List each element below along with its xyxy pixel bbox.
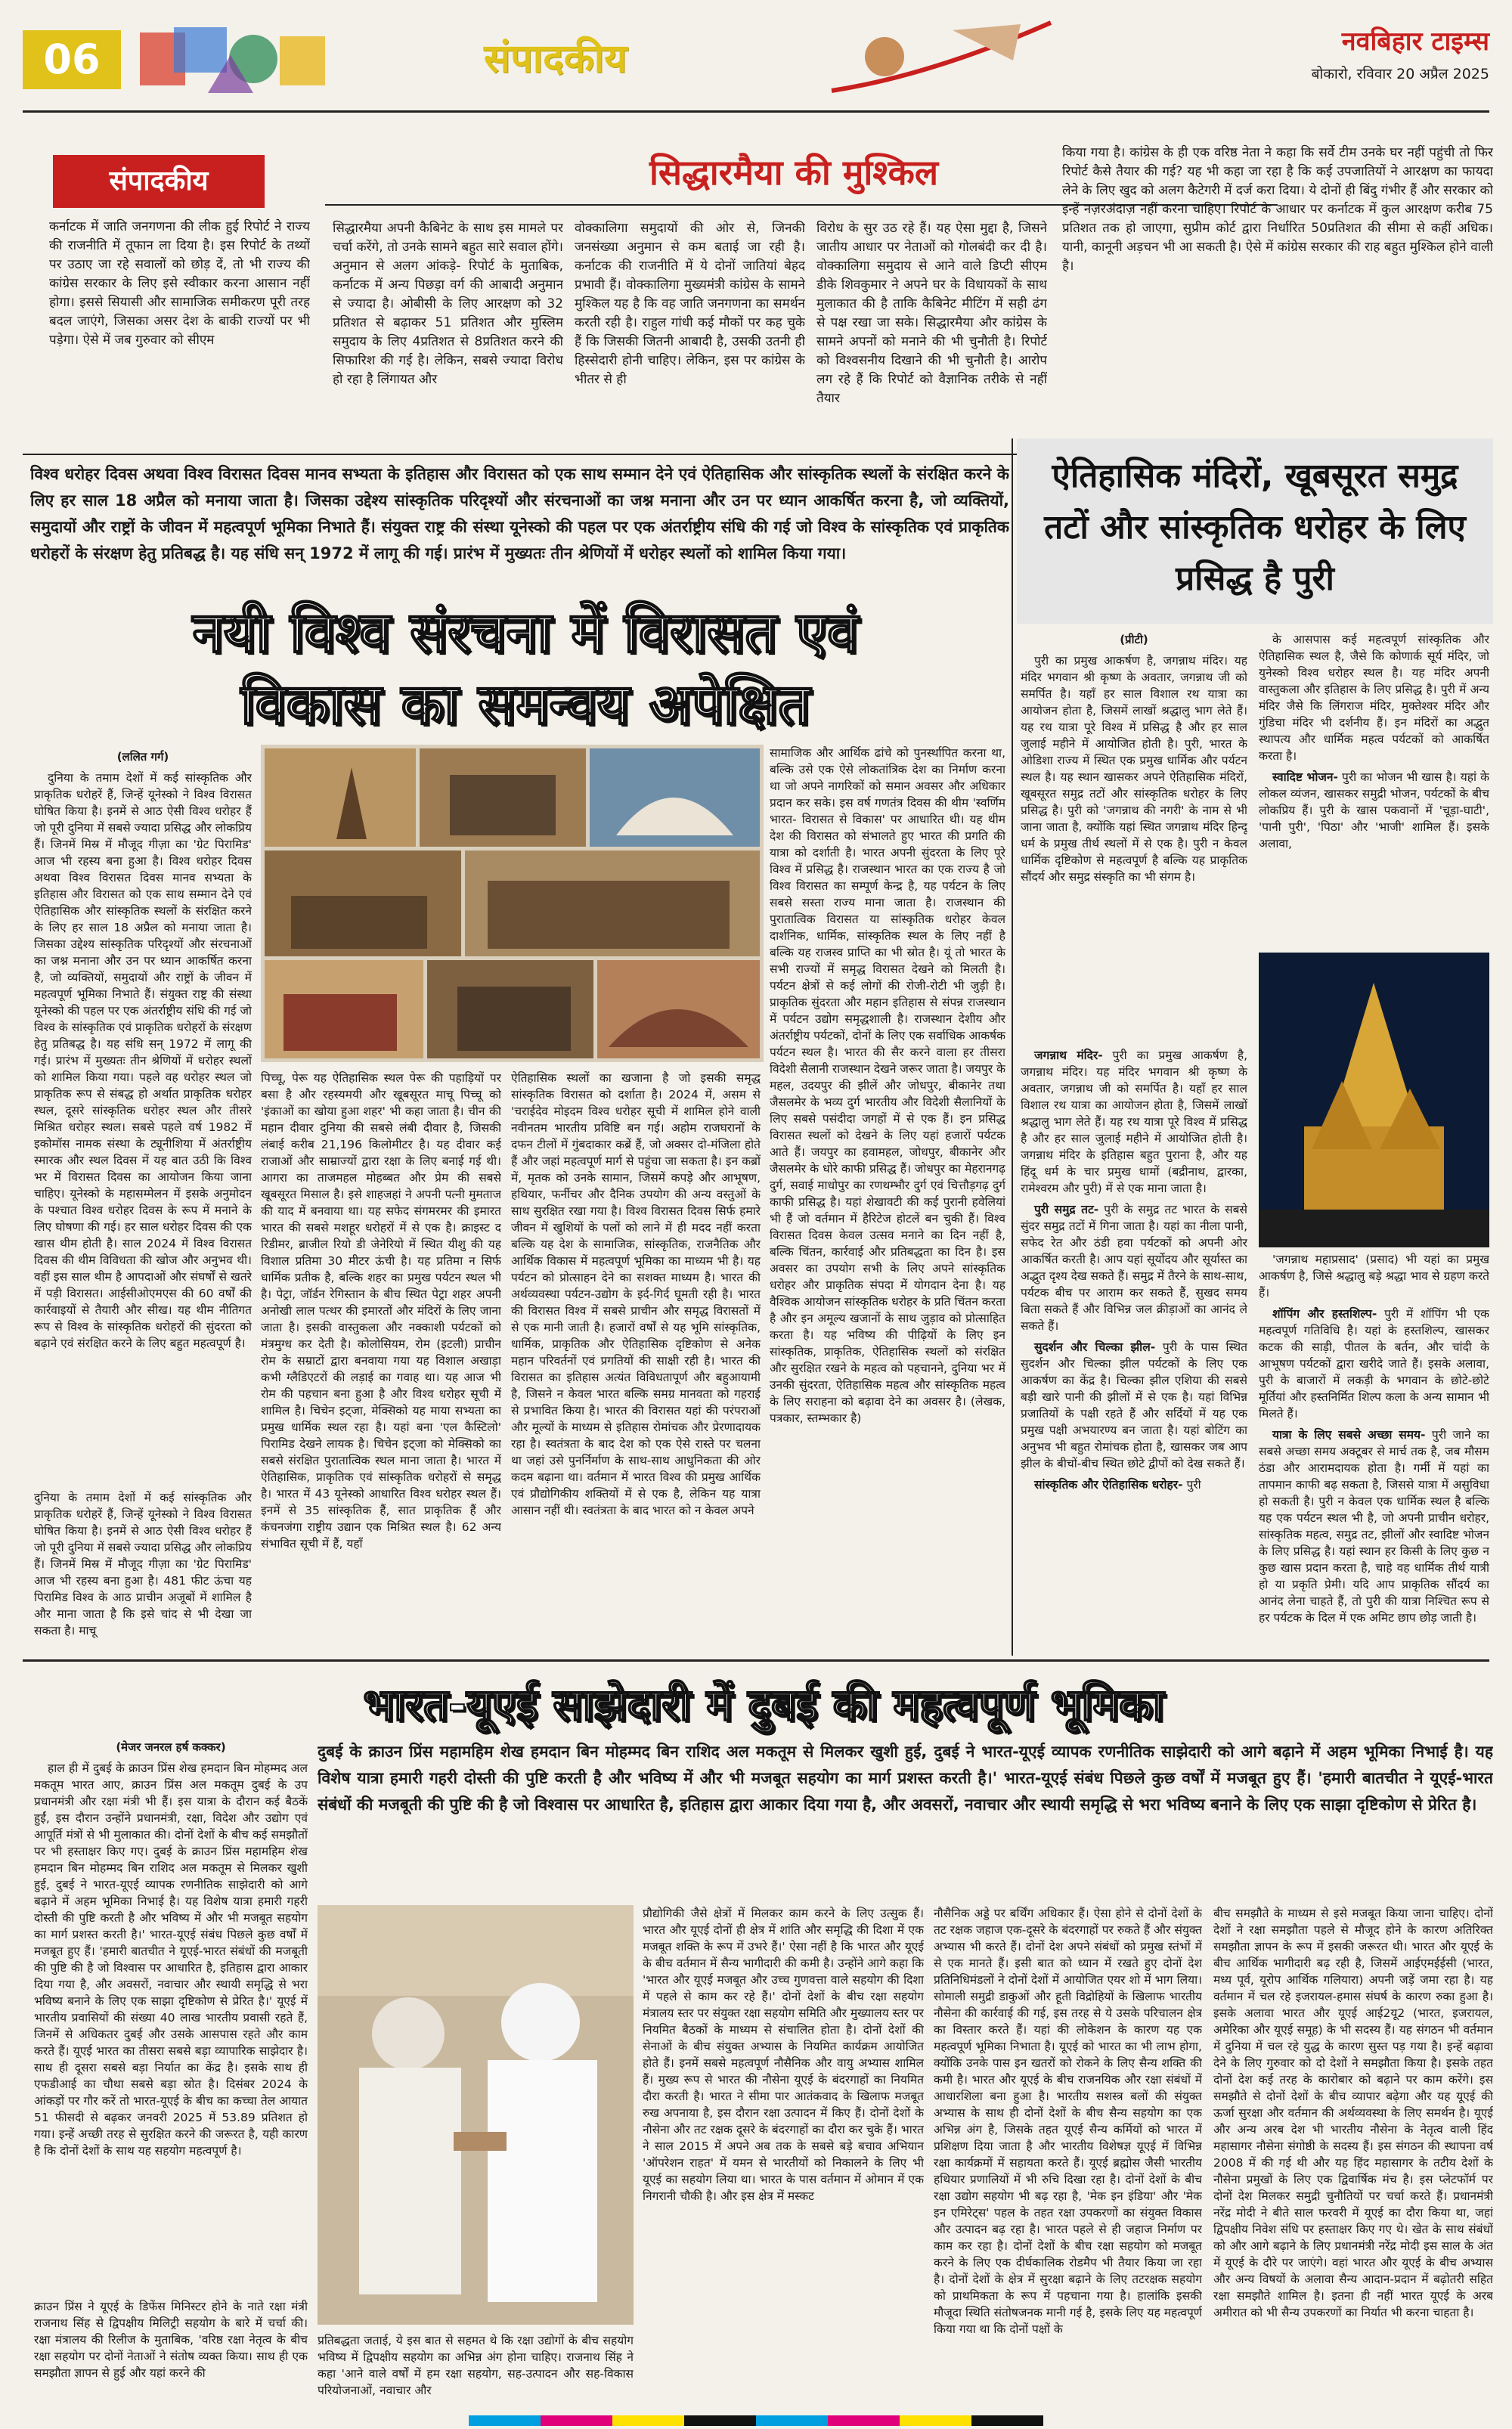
travel-label: यात्रा के लिए सबसे अच्छा समय- (1272, 1428, 1426, 1442)
uae-headline: भारत-यूएई साझेदारी में दुबई की महत्वपूर्ण भूमिका (363, 1679, 1164, 1730)
puri-byline: (प्रीटी) (1120, 633, 1148, 646)
header-collage-right (824, 15, 1058, 98)
travel-text: पुरी जाने का सबसे अच्छा समय अक्टूबर से मार्च तक है, जब मौसम ठंडा और आरामदायक होता है। गर्मी में यहां का तापमान काफी बढ़ सकता है, जिससे यात्रा में असुविधा हो सकती है। पुरी न केवल एक धार्मिक स्थल है बल्कि यह एक पर्यटन स्थल भी है, जो अपनी प्राचीन धरोहर, सांस्कृतिक महत्व, समुद्र तट, झीलों और स्वादिष्ट भोजन के लिए प्रसिद्ध है। यहां स्थान हर किसी के लिए कुछ न कुछ खास प्रदान करता है, चाहे वह धार्मिक तीर्थ यात्री हो या प्रकृति प्रेमी। यदि आप प्राकृतिक सौंदर्य का आनंद लेना चाहते हैं, तो पुरी की यात्रा निश्चित रूप से हर पर्यटक के दिल में एक अमिट छाप छोड़ जाती है। (1259, 1428, 1489, 1625)
uae-column-1b: क्राउन प्रिंस ने यूएई के डिफेंस मिनिस्टर होने के नाते रक्षा मंत्री राजनाथ सिंह से द्विपक्षीय मिलिट्री सहयोग के बारे में चर्चा की। रक्षा मंत्रालय की रिलीज के मुताबिक, 'वरिष्ठ रक्षा नेतृत्व के बीच रक्षा सहयोग पर दोनों नेताओं ने संतोष व्यक्त किया। साथ ही एक समझौता ज्ञापन से हुई और यहां करने की (34, 2298, 308, 2412)
food-text: पुरी का भोजन भी खास है। यहां के लोकल व्यंजन, खासकर समुद्री भोजन, पर्यटकों के बीच लोकप्रिय हैं। पुरी के खास पकवानों में 'चूड़ा-घाटी', 'पानी पुरी', 'पिठा' और 'भाजी' शामिल हैं। इसके अलावा, (1259, 770, 1489, 850)
section-bottom-rule (23, 1659, 1489, 1662)
jagannath-label: जगन्नाथ मंदिर- (1034, 1049, 1103, 1062)
leaders-meeting-photo-icon (318, 1905, 634, 2325)
heritage-headline-line-2: विकास का समन्वय अपेक्षित (240, 672, 810, 737)
header-collage-left (132, 21, 336, 97)
puri-column-1 (1021, 631, 1247, 1047)
heritage-column-2: पिच्चू, पेरू यह ऐतिहासिक स्थल पेरू की पहाड़ियों पर बसा है और रहस्यमयी और खूबसूरत माचू पिच्चू को 'इंकाओं का खोया हुआ शहर' भी कहा जाता है। चीन की महान दीवार दुनिया की सबसे लंबी दीवार है, जिसकी लंबाई करीब 21,196 किलोमीटर है। यह दीवार कई राजाओं और साम्राज्यों द्वारा रक्षा के लिए बनाई गई थी। आगरा का ताजमहल मोहब्बत और प्रेम की सबसे खूबसूरत मिसाल है। इसे शाहजहां ने अपनी पत्नी मुमताज की याद में बनवाया था। यह सफेद संगमरमर की इमारत भारत की सबसे मशहूर धरोहरों में से एक है। क्राइस्ट द रिडीमर, ब्राजील रियो डी जेनेरियो में स्थित यीशु की यह विशाल प्रतिमा 30 मीटर ऊंची है। यह प्रतिमा न सिर्फ धार्मिक प्रतीक है, बल्कि शहर का प्रमुख पर्यटन स्थल भी है। पेट्रा, जॉर्डन रेगिस्तान के बीच स्थित पेट्रा शहर अपनी अनोखी लाल पत्थर की इमारतों और मंदिरों के लिए जाना जाता है। इसकी वास्तुकला और नक्काशी पर्यटकों को मंत्रमुग्ध कर देती है। कोलोसियम, रोम (इटली) प्राचीन रोम के सम्राटों द्वारा बनवाया गया यह विशाल अखाड़ा कभी ग्लैडिएटरों की लड़ाई का गवाह था। यह आज भी रोम की पहचान बना हुआ है और विश्व धरोहर सूची में शामिल है। चिचेन इट्जा, मेक्सिको यह माया सभ्यता का प्रमुख धार्मिक स्थल रहा है। यहां बना 'एल कैस्टिलो' पिरामिड देखने लायक है। चिचेन इट्जा को मेक्सिको का सबसे संरक्षित पुरातात्विक स्थल माना जाता है। भारत में ऐतिहासिक, प्राकृतिक एवं सांस्कृतिक धरोहरों से समृद्ध है। भारत में 43 यूनेस्को आधारित विश्व धरोहर स्थल हैं। इनमें से 35 सांस्कृतिक हैं, सात प्राकृतिक हैं और कंचनजंगा राष्ट्रीय उद्यान एक मिश्रित स्थल है। 62 अन्य संभावित सूची में हैं, यहाँ (261, 1071, 501, 1551)
editorial-column-2: सिद्धारमैया अपनी कैबिनेट के साथ इस मामले पर चर्चा करेंगे, तो उनके सामने बहुत सारे सवाल होंगे। अनुमान से अलग आंकड़े- रिपोर्ट के मुताबिक, कर्नाटक में अन्य पिछड़ा वर्ग की आबादी अनुमान से ज्यादा है। ओबीसी के लिए आरक्षण को 32 प्रतिशत से बढ़ाकर 51 प्रतिशत और मुस्लिम समुदाय के लिए 4प्रतिशत से 8प्रतिशत करने की सिफारिश की गई है। लेकिन, सबसे ज्यादा विरोध हो रहा है लिंगायत और (333, 221, 563, 387)
heritage-byline: (ललित गर्ग) (116, 750, 169, 764)
pen-quill-icon (824, 15, 1058, 98)
uae-column-1-text: हाल ही में दुबई के क्राउन प्रिंस शेख हमदान बिन मोहम्मद अल मकतूम भारत आए, क्राउन प्रिंस अल मकतूम दुबई के उप प्रधानमंत्री और रक्षा मंत्री भी हैं। इस यात्रा के दौरान कई बैठकें हुईं, इस दौरान उन्होंने प्रधानमंत्री, रक्षा, विदेश और उद्योग एवं आपूर्ति मंत्रों से भी मुलाकात की। दोनों देशों के बीच कई समझौतों पर भी हस्ताक्षर किए गए। दुबई के क्राउन प्रिंस महामहिम शेख हमदान बिन मोहम्मद बिन राशिद अल मकतूम से मिलकर खुशी हुई, दुबई ने भारत-यूएई व्यापक रणनीतिक साझेदारी को आगे बढ़ाने में अहम भूमिका निभाई है। यह विशेष यात्रा हमारी गहरी दोस्ती की पुष्टि करती है और भविष्य में और भी मजबूत सहयोग का मार्ग प्रशस्त करती है।' भारत-यूएई संबंध पिछले कुछ वर्षों में मजबूत हुए हैं। 'हमारी बातचीत ने यूएई-भारत संबंधों की मजबूती की पुष्टि की है जो विश्वास पर आधारित है, इतिहास द्वारा आकार दिया गया है, और अवसरों, नवाचार और स्थायी समृद्धि से भरा भविष्य बनाने के लिए एक साझा दृष्टिकोण से प्रेरित है।' यूएई में भारतीय प्रवासियों की संख्या 40 लाख भारतीय प्रवासी रहते हैं, जिनमें से अधिकतर दुबई और उसके आसपास रहते और काम करते हैं। यूएई भारत का तीसरा सबसे बड़ा व्यापारिक साझेदार है। साथ ही दूसरा सबसे बड़ा निर्यात का केंद्र है। इसके साथ ही एफडीआई का चौथा सबसे बड़ा स्रोत है। दिसंबर 2024 के आंकड़ों पर गौर करें तो भारत-यूएई के बीच का कच्चा तेल आयात 51 फीसदी से बढ़कर जनवरी 2025 में 53.89 प्रतिशत हो गया। इन्हें अच्छी तरह से सुरक्षित करने की जरूरत है, यही कारण है कि दोनों देशों के साथ यह सहयोग महत्वपूर्ण है। (34, 1761, 308, 2158)
sudarshan-label: सुदर्शन और चिल्का झील- (1034, 1340, 1156, 1354)
editorial-column-1: कर्नाटक में जाति जनगणना की लीक हुई रिपोर्ट ने राज्य की राजनीति में तूफान ला दिया है। इस रिपोर्ट के तथ्यों पर उठाए जा रहे सवालों को छोड़ दें, तो भी राज्य की कांग्रेस सरकार के लिए इसे स्वीकार करना आसान नहीं होगा। इससे सियासी और सामाजिक समीकरण पूरी तरह बदल जाएंगे, जिसका असर देश के बाकी राज्यों पर भी पड़ेगा। ऐसे में जब गुरुवार को सीएम (49, 219, 310, 348)
temple-night-photo-icon (1259, 953, 1489, 1247)
dateline: बोकारो, रविवार 20 अप्रैल 2025 (1311, 66, 1489, 82)
brand-name: नवबिहार टाइम्स (1341, 26, 1489, 57)
beach-label: पुरी समुद्र तट- (1034, 1203, 1099, 1216)
uae-photo (318, 1905, 634, 2325)
heritage-column-1-text: दुनिया के तमाम देशों में कई सांस्कृतिक और प्राकृतिक धरोहरें हैं, जिन्हें यूनेस्को ने विश्व विरासत घोषित किया है। इनमें से आठ ऐसी विश्व धरोहर हैं जो पूरी दुनिया में सबसे ज्यादा प्रसिद्ध और लोकप्रिय हैं। जिनमें मिस्र में मौजूद गीज़ा का 'ग्रेट पिरामिड' आज भी रहस्य बना हुआ है। विश्व धरोहर दिवस अथवा विश्व विरासत दिवस मानव सभ्यता के इतिहास और विरासत को एक साथ सम्मान देने एवं ऐतिहासिक और सांस्कृतिक स्थलों के संरक्षित करने के लिए हर साल 18 अप्रैल को मनाया जाता है। जिसका उद्देश्य सांस्कृतिक परिदृश्यों और संरचनाओं का जश्न मनाना और उन पर ध्यान आकर्षित करना है, जो व्यक्तियों, समुदायों और राष्ट्रों के जीवन में महत्वपूर्ण भूमिका निभाते हैं। संयुक्त राष्ट्र की संस्था यूनेस्को की पहल पर एक अंतर्राष्ट्रीय संधि की गई जो विश्व के सांस्कृतिक एवं प्राकृतिक धरोहरों के संरक्षण हेतु प्रतिबद्ध है। यह संधि सन् 1972 में लागू की गई। प्रारंभ में मुख्यतः तीन श्रेणियों में धरोहर स्थलों को शामिल किया गया। पहले वह धरोहर स्थल जो प्राकृतिक रूप से संबद्ध हो अर्थात प्राकृतिक धरोहर स्थल, दूसरे सांस्कृतिक धरोहर स्थल और तीसरे मिश्रित धरोहर स्थल। सबसे पहले वर्ष 1982 में इकोमॉस नामक संस्था के ट्यूनीशिया में अंतर्राष्ट्रीय स्मारक और स्थल दिवस में यह बात उठी कि विश्व भर में विरासत दिवस का आयोजन किया जाना चाहिए। यूनेस्को के महासम्मेलन में इसके अनुमोदन के पश्चात विश्व धरोहर दिवस के रूप में मनाने के लिए घोषणा की गई। हर साल धरोहर दिवस की एक खास थीम होती है। साल 2024 में विश्व विरासत दिवस की थीम विविधता की खोज और अनुभव थी। वहीं इस साल थीम है आपदाओं और संघर्षों से खतरे में पड़ी विरासत। आईसीओएमएस की 60 वर्षों की कार्रवाइयों से तैयारी और सीख। यह थीम नीतिगत रूप से विश्व के सांस्कृतिक धरोहरों की सुंदरता को बढ़ाने एवं संरक्षित करने के लिए बहुत महत्वपूर्ण है। (34, 771, 252, 1350)
puri-headline: ऐतिहासिक मंदिरों, खूबसूरत समुद्र तटों और सांस्कृतिक धरोहर के लिए प्रसिद्ध है पुरी (1044, 457, 1466, 598)
heritage-column-1b: दुनिया के तमाम देशों में कई सांस्कृतिक और प्राकृतिक धरोहरें हैं, जिन्हें यूनेस्को ने विश्व विरासत घोषित किया है। इनमें से आठ ऐसी विश्व धरोहर हैं जो पूरी दुनिया में सबसे ज्यादा प्रसिद्ध और लोकप्रिय हैं। जिनमें मिस्र में मौजूद गीज़ा का 'ग्रेट पिरामिड' आज भी रहस्य बना हुआ है। 481 फीट ऊंचा यह पिरामिड विश्व के आठ प्राचीन अजूबों में शामिल है और माना जाता है कि इसे चांद से भी देखा जा सकता है। माचू (34, 1489, 252, 1652)
puri-column-3b (1259, 1251, 1489, 1652)
heritage-column-4: सामाजिक और आर्थिक ढांचे को पुनर्स्थापित करना था, बल्कि उसे एक ऐसे लोकतांत्रिक देश का निर्माण करना था जो अपने नागरिकों को समान अवसर और अधिकार प्रदान कर सके। इस वर्ष गणतंत्र दिवस की थीम 'स्वर्णिम भारत- विरासत से विकास' पर आधारित थी। यह थीम देश की विरासत को संभालते हुए भारत की प्रगति की यात्रा को दर्शाती है। भारत अपनी सुंदरता के लिए पूरे विश्व में प्रसिद्ध है। राजस्थान भारत का एक राज्य है जो विश्व विरासत का सम्पूर्ण केन्द्र है, यह पर्यटन के लिए सबसे सस्ता राज्य माना जाता है। राजस्थान की पुरातात्विक विरासत या सांस्कृतिक धरोहर केवल दार्शनिक, धार्मिक, सांस्कृतिक स्थल के लिए नहीं है बल्कि यह राजस्व प्राप्ति का भी स्रोत है। यूं तो भारत के सभी राज्यों में समृद्ध विरासत देखने को मिलती है। पर्यटन क्षेत्रों से कई लोगों की रोजी-रोटी भी जुड़ी है। प्राकृतिक सुंदरता और महान इतिहास से संपन्न राजस्थान में पर्यटन उद्योग समृद्धशाली है। राजस्थान देशीय और अंतर्राष्ट्रीय पर्यटकों, दोनों के लिए एक सर्वाधिक आकर्षक पर्यटन स्थल है। भारत की सैर करने वाला हर तीसरा विदेशी सैलानी राजस्थान देखने जरूर जाता है। जयपुर के महल, उदयपुर की झीलें और जोधपुर, बीकानेर तथा जैसलमेर के भव्य दुर्ग भारतीय और विदेशी सैलानियों के लिए सबसे पसंदीदा जगहों में से एक हैं। इन प्रसिद्ध विरासत स्थलों को देखने के लिए यहां हजारों पर्यटक आते हैं। जयपुर का हवामहल, जोधपुर, बीकानेर और जैसलमेर के धोरे काफी प्रसिद्ध हैं। जोधपुर का मेहरानगढ़ दुर्ग, सवाई माधोपुर का रणथम्भौर दुर्ग एवं चित्तौड़गढ़ दुर्ग काफी प्रसिद्ध है। यहां शेखावटी की कई पुरानी हवेलियां भी हैं जो वर्तमान में हैरिटेज होटलें बन चुकी हैं। विश्व विरासत दिवस केवल उत्सव मनाने का दिन नहीं है, बल्कि चिंतन, कार्रवाई और प्रतिबद्धता का दिन है। इस अवसर का उपयोग सभी के लिए अपने सांस्कृतिक धरोहर और प्राकृतिक संपदा में योगदान देना है। यह वैश्विक आयोजन सांस्कृतिक धरोहर के प्रति चिंतन करता है और इन अमूल्य खजानों के साथ जुड़ाव को प्रोत्साहित करता है। यह भविष्य की पीढ़ियों के लिए इन सांस्कृतिक, प्राकृतिक, ऐतिहासिक स्थलों को संरक्षित और सुरक्षित रखने के महत्व को पहचानने, दुनिया भर में उनकी सुंदरता, ऐतिहासिक महत्व और सांस्कृतिक महत्व के लिए सराहना को बढ़ावा देने का अवसर है। (लेखक, पत्रकार, स्तम्भकार है) (770, 746, 1005, 1425)
puri-divider (1012, 438, 1013, 1656)
puri-column-3a-text: के आसपास कई महत्वपूर्ण सांस्कृतिक और ऐतिहासिक स्थल है, जैसे कि कोणार्क सूर्य मंदिर, जो युनेस्को विश्व धरोहर स्थल है। यह मंदिर अपनी वास्तुकला और इतिहास के लिए प्रसिद्ध है। पुरी में अन्य मंदिर जैसे कि लिंगराज मंदिर, मुक्तेश्वर मंदिर और गुंडिचा मंदिर भी दर्शनीय हैं। इन मंदिरों का अद्भुत स्थापत्य और धार्मिक महत्व पर्यटकों को आकर्षित करता है। (1259, 633, 1489, 763)
cultural-label: सांस्कृतिक और ऐतिहासिक धरोहर- (1034, 1478, 1183, 1492)
heritage-headline-line-1: नयी विश्व संरचना में विरासत एवं (192, 600, 859, 665)
collage-illustration-icon (132, 21, 336, 97)
editorial-label: संपादकीय (53, 155, 265, 208)
jagannath-temple-photo (1259, 953, 1489, 1247)
uae-byline: (मेजर जनरल हर्ष कक्कर) (116, 1740, 226, 1754)
beach-text: पुरी के समुद्र तट भारत के सबसे सुंदर समुद्र तटों में गिना जाता है। यहां का नीला पानी, सफेद रेत और ठंडी हवा पर्यटकों को अपनी ओर आकर्षित करती है। आप यहां सूर्योदय और सूर्यास्त का अद्भुत दृश्य देख सकते हैं। समुद्र में तैरने के साथ-साथ, पर्यटक बीच पर आराम कर सकते हैं, सुखद समय बिता सकते हैं और विभिन्न जल क्रीड़ाओं का आनंद ले सकते हैं। (1021, 1203, 1247, 1333)
editorial-column-4: विरोध के सुर उठ रहे हैं। यह ऐसा मुद्दा है, जिसने जातीय आधार पर नेताओं को गोलबंदी कर दी है। वोक्कालिगा समुदाय से आने वाले डिप्टी सीएम डीके शिवकुमार ने अपने घर के विधायकों के साथ मुलाकात की है ताकि कैबिनेट मीटिंग में सही ढंग से पक्ष रखा जा सके। सिद्धारमैया और कांग्रेस के सामने अपनों को मनाने की भी चुनौती है। रिपोर्ट को विश्वसनीय दिखाने की भी चुनौती है। आरोप लग रहे हैं कि रिपोर्ट को वैज्ञानिक तरीके से नहीं तैयार (816, 221, 1047, 406)
puri-column-3a (1259, 631, 1489, 949)
puri-headline-box (1017, 438, 1493, 624)
puri-column-3b-text: 'जगन्नाथ महाप्रसाद' (प्रसाद) भी यहां का प्रमुख आकर्षण है, जिसे श्रद्धालु बड़े श्रद्धा भाव से ग्रहण करते हैं। (1259, 1253, 1489, 1300)
uae-intro: दुबई के क्राउन प्रिंस महामहिम शेख हमदान बिन मोहम्मद बिन राशिद अल मकतूम से मिलकर खुशी हुई, दुबई ने भारत-यूएई व्यापक रणनीतिक साझेदारी को आगे बढ़ाने में अहम भूमिका निभाई है। यह विशेष यात्रा हमारी गहरी दोस्ती की पुष्टि करती है और भविष्य में और भी मजबूत सहयोग का मार्ग प्रशस्त करती है।' भारत-यूएई संबंध पिछले कुछ वर्षों में मजबूत हुए हैं। 'हमारी बातचीत ने यूएई-भारत संबंधों की मजबूती की पुष्टि की है जो विश्वास पर आधारित है, इतिहास द्वारा आकार दिया गया है, और अवसरों, नवाचार और स्थायी समृद्धि से भरा भविष्य बनाने के लिए एक साझा दृष्टिकोण से प्रेरित है। (318, 1743, 1493, 1814)
editorial-column-5: किया गया है। कांग्रेस के ही एक वरिष्ठ नेता ने कहा कि सर्वे टीम उनके घर नहीं पहुंची तो फिर रिपोर्ट कैसे तैयार की गई? यह भी कहा जा रहा है कि कई उपजातियों ने आरक्षण का फायदा लेने के लिए खुद को अलग कैटेगरी में दर्ज करा दिया। ये दोनों ही बिंदु गंभीर हैं और सरकार को इन्हें नज़रअंदाज़ नहीं करना चाहिए। रिपोर्ट के आधार पर कर्नाटक में कुल आरक्षण करीब 75 प्रतिशत तक हो जाएगा, सुप्रीम कोर्ट द्वारा निर्धारित 50प्रतिशत की सीमा से कहीं अधिक। यानी, कानूनी अड़चन भी आ सकती है। ऐसे में कांग्रेस सरकार की राह बहुत मुश्किल होने वाली है। (1062, 145, 1493, 274)
uae-column-4: बीच समझौते के माध्यम से इसे मजबूत किया जाना चाहिए। दोनों देशों ने रक्षा समझौता पहले से मौजूद होने के कारण अतिरिक्त समझौता ज्ञापन के रूप में इसकी जरूरत थी। भारत और यूएई के बीच आर्थिक भागीदारी बढ़ रही है, जिसमें आईएमईईसी (भारत, मध्य पूर्व, यूरोप आर्थिक गलियारा) अपनी जड़ें जमा रहा है। यह वर्तमान में चल रहे इजरायल-हमास संघर्ष के कारण रुका हुआ है। इसके अलावा भारत और यूएई आई2यू2 (भारत, इजरायल, अमेरिका और यूएई समूह) के भी सदस्य हैं। यह संगठन भी वर्तमान में दुनिया में चल रहे युद्ध के कारण सुस्त पड़ गया है। इन्हें बढ़ावा देने के लिए गुरुवार को दो देशों ने समझौता किया है। इसके तहत दोनों देश कई तरह के कारोबार को बढ़ाने पर काम करेंगे। इस समझौते से दोनों देशों के बीच व्यापार बढ़ेगा और यह यूएई की ऊर्जा सुरक्षा और वर्तमान की अर्थव्यवस्था के लिए समर्थन है। यूएई और अन्य अरब देश भी भारतीय नौसेना के नेतृत्व वाली हिंद महासागर नौसेना संगोष्ठी के सदस्य हैं। इस संगठन की स्थापना वर्ष 2008 में की गई थी और यह हिंद महासागर के तटीय देशों के नौसेना प्रमुखों के लिए एक द्विवार्षिक मंच है। इस प्लेटफॉर्म पर दोनों देश मिलकर समुद्री चुनौतियों पर चर्चा करते हैं। प्रधानमंत्री नरेंद्र मोदी ने बीते साल फरवरी में यूएई का दौरा किया था, जहां द्विपक्षीय निवेश संधि पर हस्ताक्षर किए गए थे। खेत के साथ संबंधों को और आगे बढ़ाने के लिए प्रधानमंत्री नरेंद्र मोदी इस साल के अंत में यूएई के दौरे पर जाएंगे। वहां भारत और यूएई के बीच अभ्यास और अन्य विषयों के अलावा सैन्य आदान-प्रदान में बढ़ोतरी सहित रक्षा समझौते शामिल है। इतना ही नहीं भारत यूएई के अरब अमीरात को भी सैन्य उपकरणों का निर्यात भी करना चाहता है। (1213, 1907, 1493, 2319)
heritage-intro: विश्व धरोहर दिवस अथवा विश्व विरासत दिवस मानव सभ्यता के इतिहास और विरासत को एक साथ सम्मान देने एवं ऐतिहासिक और सांस्कृतिक स्थलों के संरक्षित करने के लिए हर साल 18 अप्रैल को मनाया जाता है। जिसका उद्देश्य सांस्कृतिक परिदृश्यों और संरचनाओं का जश्न मनाना और उन पर ध्यान आकर्षित करना है, जो व्यक्तियों, समुदायों और राष्ट्रों के जीवन में महत्वपूर्ण भूमिका निभाते हैं। संयुक्त राष्ट्र की संस्था यूनेस्को की पहल पर एक अंतर्राष्ट्रीय संधि की गई जो विश्व के सांस्कृतिक एवं प्राकृतिक धरोहरों के संरक्षण हेतु प्रतिबद्ध है। यह संधि सन् 1972 में लागू की गई। प्रारंभ में मुख्यतः तीन श्रेणियों में धरोहर स्थलों को शामिल किया गया। (30, 465, 1009, 562)
heritage-photo-collage (261, 745, 764, 1062)
header-rule (23, 110, 1489, 113)
editorial-column-3: वोक्कालिगा समुदायों की ओर से, जिनकी जनसंख्या अनुमान से कम बताई जा रही है। कर्नाटक की राजनीति में ये दोनों जातियां बेहद प्रभावी हैं। वोक्कालिगा मुख्यमंत्री कांग्रेस के सामने मुश्किल यह है कि वह जाति जनगणना का समर्थन करती रही है। राहुल गांधी कई मौकों पर कह चुके हैं कि जिसकी जितनी आबादी है, उसकी उतनी ही हिस्सेदारी होनी चाहिए। लेकिन, इस पर कांग्रेस के भीतर से ही (575, 221, 805, 387)
uae-column-2: प्रौद्योगिकी जैसे क्षेत्रों में मिलकर काम करने के लिए उत्सुक हैं। भारत और यूएई दोनों ही क्षेत्र में शांति और समृद्धि की दिशा में एक मजबूत शक्ति के रूप में उभरे हैं।' ऐसा नहीं है कि भारत और यूएई के बीच वर्तमान में सैन्य भागीदारी की कमी है। उन्होंने आगे कहा कि 'भारत और यूएई मजबूत और उच्च गुणवत्ता वाले सहयोग की दिशा में पहले से काम कर रहे हैं।' दोनों देशों के बीच रक्षा सहयोग मंत्रालय स्तर पर संयुक्त रक्षा सहयोग समिति और मुख्यालय स्तर पर नियमित बैठकों के माध्यम से संचालित होता है। दोनों देशों की सेनाओं के बीच संयुक्त अभ्यास के नियमित कार्यक्रम आयोजित होते हैं। इनमें सबसे महत्वपूर्ण नौसैनिक और वायु अभ्यास शामिल हैं। मुख्य रूप से भारत की नौसेना यूएई के बंदरगाहों का नियमित दौरा करती है। भारत ने सीमा पार आतंकवाद के खिलाफ मजबूत रुख अपनाया है, इस दौरान रक्षा उत्पादन में किए हैं। दोनों देशों के नौसेना और तट रक्षक दूसरे के बंदरगाहों का दौरा कर चुके हैं। भारत ने साल 2015 में अपने अब तक के सबसे बड़े बचाव अभियान 'ऑपरेशन राहत' में यमन से भारतीयों को निकालने के लिए भी यूएई का सहयोग लिया था। भारत के पास वर्तमान में ओमान में एक निगरानी चौकी है। और इस क्षेत्र में मस्कट (643, 1907, 924, 2203)
section-title: संपादकीय (484, 36, 627, 82)
puri-column-1-text: पुरी का प्रमुख आकर्षण है, जगन्नाथ मंदिर। यह मंदिर भगवान श्री कृष्ण के अवतार, जगन्नाथ जी को समर्पित है। यहाँ हर साल विशाल रथ यात्रा का आयोजन होता है, जिसमें लाखों श्रद्धालु भाग लेते हैं। यह रथ यात्रा पूरे विश्व में प्रसिद्ध है और हर साल जुलाई महीने में आयोजित होती है। पुरी, भारत के ओडिशा राज्य में स्थित एक प्रमुख धार्मिक और पर्यटन स्थल है। यह स्थान खासकर अपने ऐतिहासिक मंदिरों, खूबसूरत समुद्र तटों और सांस्कृतिक धरोहर के लिए प्रसिद्ध है। पुरी को 'जगन्नाथ की नगरी' के नाम से भी जाना जाता है, क्योंकि यहां स्थित जगन्नाथ मंदिर हिन्दू धर्म के प्रमुख तीर्थ स्थलों में से एक है। पुरी न केवल धार्मिक दृष्टिकोण से महत्वपूर्ण है बल्कि यह प्राकृतिक सौंदर्य और समुद्र संस्कृति का भी संगम है। (1021, 654, 1247, 884)
puri-column-2 (1021, 1047, 1247, 1652)
sudarshan-text: पुरी के पास स्थित सुदर्शन और चिल्का झील पर्यटकों के लिए एक आकर्षण का केंद्र है। चिल्का झील एशिया की सबसे बड़ी खारे पानी की झीलों में से एक है। यहां विभिन्न प्रजातियों के पक्षी रहते हैं और सर्दियों में यह एक प्रमुख पक्षी अभयारण्य बन जाता है। यहां बोटिंग का अनुभव भी बहुत रोमांचक होता है, खासकर जब आप झील के बीचों-बीच स्थित छोटे द्वीपों को देख सकते हैं। (1021, 1340, 1247, 1470)
heritage-column-3: ऐतिहासिक स्थलों का खजाना है जो इसकी समृद्ध सांस्कृतिक विरासत को दर्शाता है। 2024 में, असम से 'चराईदेव मोइदम विश्व धरोहर सूची में शामिल होने वाली नवीनतम भारतीय प्रविष्टि बन गई। अहोम राजघरानों के दफन टीलों में गुंबदाकार कब्रें हैं, जो अक्सर दो-मंजिला होते हैं और जहां महत्वपूर्ण मार्ग से पहुंचा जा सकता है। इन कब्रों में, मृतक को उनके सामान, जिसमें कपड़े और आभूषण, हथियार, फर्नीचर और दैनिक उपयोग की अन्य वस्तुओं के साथ सुरक्षित रखा गया है। विश्व विरासत दिवस सिर्फ हमारे जीवन में खुशियों के पलों को लाने में ही मदद नहीं करता बल्कि यह देश के सामाजिक, सांस्कृतिक, राजनैतिक और आर्थिक विकास में महत्वपूर्ण भूमिका का माध्यम भी है। यह पर्यटन को प्रोत्साहन देने का सशक्त माध्यम है। भारत की अर्थव्यवस्था पर्यटन-उद्योग के इर्द-गिर्द घूमती रही है। भारत की विरासत विश्व में सबसे प्राचीन और समृद्ध विरासतों में से एक मानी जाती है। हजारों वर्षों से यह भूमि सांस्कृतिक, धार्मिक, प्राकृतिक और ऐतिहासिक दृष्टिकोण से अनेक महान परिवर्तनों एवं प्रगतियों की साक्षी रही है। भारत की विरासत का इतिहास अत्यंत विविधतापूर्ण और बहुआयामी है, जिसने न केवल भारत बल्कि समग्र मानवता को गहराई से प्रभावित किया है। भारत की विरासत यहां की परंपराओं और मूल्यों के माध्यम से इतिहास रोमांचक और प्रेरणादायक रहा है। स्वतंत्रता के बाद देश को एक ऐसे रास्ते पर चलना था जहां उसे पुनर्निर्माण के साथ-साथ आधुनिकता की ओर कदम बढ़ाना था। वर्तमान में भारत विश्व की प्रमुख आर्थिक एवं प्रौद्योगिकीय शक्तियों में से एक है, लेकिन यह यात्रा आसान नहीं थी। स्वतंत्रता के बाद भारत को न केवल अपने (511, 1071, 761, 1517)
print-color-bar (469, 2415, 1043, 2426)
food-label: स्वादिष्ट भोजन- (1272, 770, 1338, 784)
monuments-photo-icon (261, 745, 764, 1062)
jagannath-text: पुरी का प्रमुख आकर्षण है, जगन्नाथ मंदिर। यह मंदिर भगवान श्री कृष्ण के अवतार, जगन्नाथ जी को समर्पित है। यहाँ हर साल विशाल रथ यात्रा का आयोजन होता है, जिसमें लाखों श्रद्धालु भाग लेते हैं। यह रथ यात्रा पूरे विश्व में प्रसिद्ध है और हर साल जुलाई महीने में आयोजित होती है। जगन्नाथ मंदिर के इतिहास बहुत पुराना है, और यह हिंदू धर्म के चार प्रमुख धामों (बद्रीनाथ, द्वारका, रामेश्वरम और पुरी) में से एक माना जाता है। (1021, 1049, 1247, 1195)
editorial-title: सिद्धारमैया की मुश्किल (649, 152, 939, 193)
page-number: 06 (23, 30, 121, 89)
shopping-text: पुरी में शॉपिंग भी एक महत्वपूर्ण गतिविधि है। यहां के हस्तशिल्प, खासकर कटक की साड़ी, पीतल के बर्तन, और चांदी के आभूषण पर्यटकों द्वारा खरीदे जाते हैं। इसके अलावा, पुरी के बाजारों में लकड़ी के भगवान के छोटे-छोटे मूर्तियां और हस्तनिर्मित शिल्प कला के अन्य सामान भी मिलते हैं। (1259, 1307, 1489, 1421)
uae-photo-caption: प्रतिबद्धता जताई, ये इस बात से सहमत थे कि रक्षा उद्योगों के बीच सहयोग भविष्य में द्विपक्षीय सहयोग का अभिन्न अंग होना चाहिए। राजनाथ सिंह ने कहा 'आने वाले वर्षों में हम रक्षा सहयोग, सह-उत्पादन और सह-विकास परियोजनाओं, नवाचार और (318, 2334, 634, 2397)
shopping-label: शॉपिंग और हस्तशिल्प- (1272, 1307, 1377, 1321)
cultural-text: पुरी (1186, 1478, 1201, 1492)
uae-column-3: नौसैनिक अड्डे पर बर्थिंग अधिकार हैं। ऐसा होने से दोनों देशों के तट रक्षक जहाज एक-दूसरे के बंदरगाहों पर रुकते हैं और संयुक्त अभ्यास भी करते हैं। दोनों देश अपने संबंधों को प्रमुख स्तंभों में से एक मानते हैं। इसी बात को ध्यान में रखते हुए दोनों देश प्रतिनिधिमंडलों ने दोनों देशों में आयोजित एयर शो में भाग लिया। सोमाली समुद्री डाकुओं और हूती विद्रोहियों के खिलाफ भारतीय नौसेना की कार्रवाई की गई, इस तरह से ये उसके परिचालन क्षेत्र का विस्तार करते हैं। यहां की लोकेशन के कारण यह एक महत्वपूर्ण भूमिका निभाता है। यूएई को भारत का भी लाभ होगा, क्योंकि उनके पास इन खतरों को रोकने के लिए सैन्य शक्ति की कमी है। भारत और यूएई के बीच राजनयिक और रक्षा संबंधों में आधारशिला बना हुआ है। भारतीय सशस्त्र बलों की संयुक्त अभ्यास के साथ ही दोनों देशों के बीच सैन्य सहयोग का एक अभिन्न अंग है, जिसके तहत यूएई सैन्य कर्मियों को भारत में प्रशिक्षण दिया जाता है और भारतीय विशेषज्ञ यूएई में विभिन्न रक्षा कार्यक्रमों में सहायता करते हैं। यूएई ब्रह्मोस जैसी भारतीय हथियार प्रणालियों में भी रुचि दिखा रहा है। दोनों देशों के बीच रक्षा उद्योग सहयोग भी बढ़ रहा है, 'मेक इन इंडिया' और 'मेक इन एमिरेट्स' पहल के तहत रक्षा उपकरणों का संयुक्त विकास और उत्पादन बढ़ रहा है। भारत पहले से ही जहाज निर्माण पर काम कर रहा है। दोनों देशों के बीच रक्षा सहयोग को मजबूत करने के लिए एक दीर्घकालिक रोडमैप भी तैयार किया जा रहा है। दोनों देशों के क्षेत्र में सुरक्षा बढ़ाने के लिए तटरक्षक सहयोग को प्राथमिकता के रूप में पहचाना गया है। हालांकि इसकी मौजूदा स्थिति संतोषजनक मानी गई है, इसके लिए यह महत्वपूर्ण किया गया था कि दोनों पक्षों के (934, 1907, 1202, 2336)
